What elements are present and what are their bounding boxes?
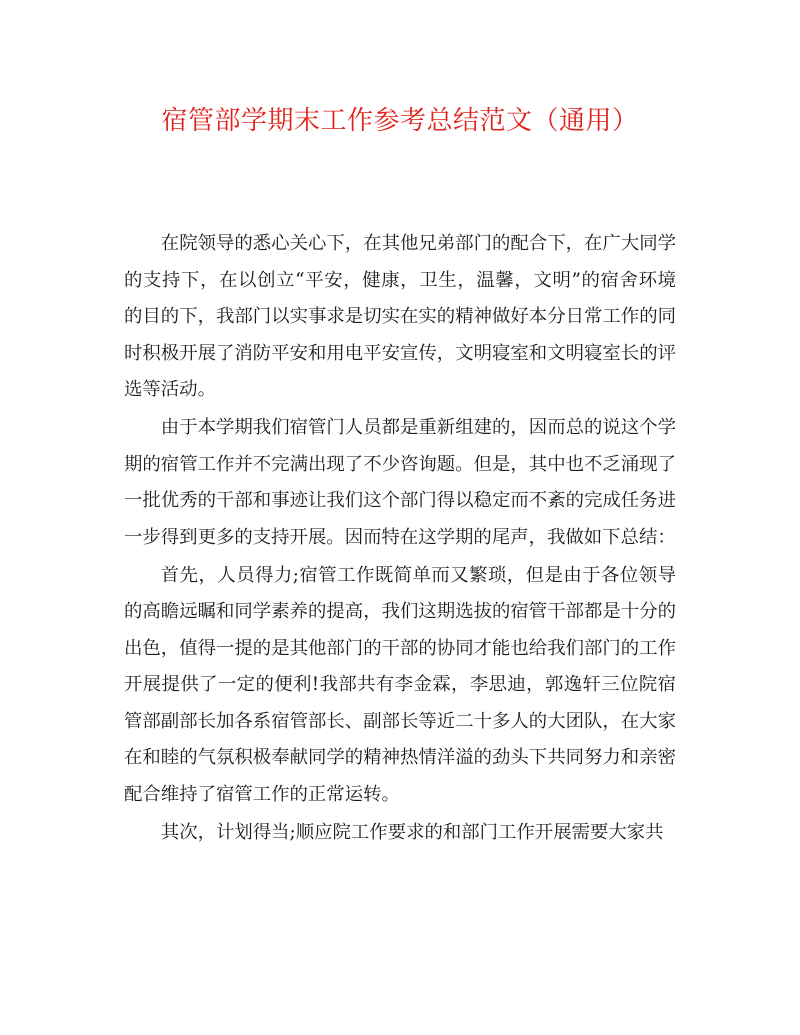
paragraph-first-point: 首先，人员得力;宿管工作既简单而又繁琐，但是由于各位领导的高瞻远瞩和同学素养的提高，我们这期选拔的宿管干部都是十分的出色，值得一提的是其他部门的干部的协同才能也给我们部门的工作开展提供了一定的便利!我部共有李金霖，李思迪，郭逸轩三位院宿管部副部长加各系宿管部长、副部长等近二十多人的大团队，在大家在和睦的气氛积极奉献同学的精神热情洋溢的劲头下共同努力和亲密配合维持了宿管工作的正常运转。 (124, 564, 676, 805)
paragraph-second-point: 其次，计划得当;顺应院工作要求的和部门工作开展需要大家共 (160, 821, 664, 843)
paragraph-background: 由于本学期我们宿管门人员都是重新组建的，因而总的说这个学期的宿管工作并不完满出现了不少咨询题。但是，其中也不乏涌现了一批优秀的干部和事迹让我们这个部门得以稳定而不紊的完成任务进一步得到更多的支持开展。因而特在这学期的尾声，我做如下总结： (124, 417, 676, 548)
document-title: 宿管部学期末工作参考总结范文（通用） (161, 106, 639, 136)
document-body (124, 226, 676, 851)
paragraph-intro: 在院领导的悉心关心下，在其他兄弟部门的配合下，在广大同学的支持下，在以创立“平安，健康，卫生，温馨，文明”的宿舍环境的目的下，我部门以实事求是切实在实的精神做好本分日常工作的同时积极开展了消防平安和用电平安宣传，文明寝室和文明寝室长的评选等活动。 (124, 233, 676, 400)
